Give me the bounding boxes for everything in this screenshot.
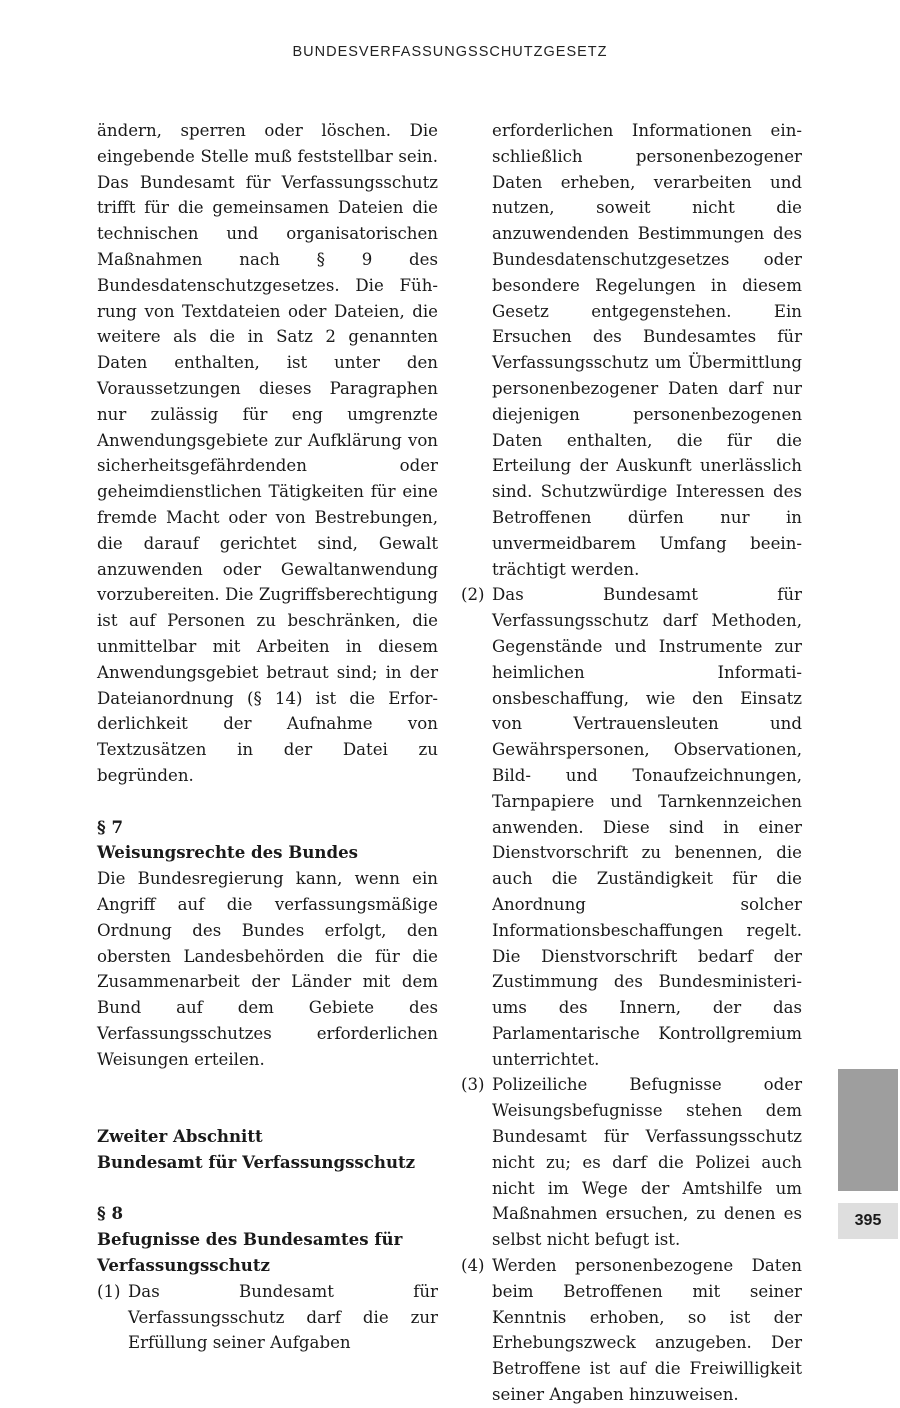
page-number: 395	[838, 1203, 898, 1239]
paragraph-continuation: ändern, sperren oder löschen. Die eingebende Stelle muß feststellbar sein. Das Bundesamt für Verfassungsschutz trifft für die gemeinsamen Dateien die technischen und organisatorischen Maßnahmen nach § 9 des Bundesdatenschutzgesetzes. Die Führung von Textdateien oder Dateien, die weitere als die in Satz 2 genannten Daten enthalten, ist unter den Voraussetzungen dieses Paragraphen nur zulässig für eng umgrenzte Anwendungsgebiete zur Aufklärung von sicherheitsgefährdenden oder geheimdienstlichen Tätigkeiten für eine fremde Macht oder von Bestrebungen, die darauf gerichtet sind, Gewalt anzuwenden oder Gewaltanwendung vorzubereiten. Die Zugriffsberechtigung ist auf Personen zu beschränken, die unmittelbar mit Arbeiten in diesem Anwendungsgebiet betraut sind; in der Dateianordnung (§ 14) ist die Erforderlichkeit der Aufnahme von Textzusätzen in der Datei zu begründen.	[97, 121, 438, 785]
section-8-paragraph-1	[97, 1279, 438, 1356]
paragraph-text: Das Bundesamt für Verfassungsschutz darf die zur Erfüllung seiner Aufgaben	[128, 1281, 438, 1353]
section-8-paragraph-4	[461, 1253, 802, 1408]
chapter-tab-marker	[838, 1069, 898, 1191]
paragraph-number: (2)	[461, 585, 485, 605]
section-7-text: Die Bundesregierung kann, wenn ein Angriff auf die verfassungsmäßige Ordnung des Bundes erfolgt, den obersten Landesbehörden die für die Zusammenarbeit der Länder mit dem Bund auf dem Gebiete des Verfassungsschutzes erforderlichen Weisungen erteilen.	[97, 869, 438, 1069]
part-label: Zweiter Abschnitt	[97, 1126, 263, 1147]
section-8-title: Befugnisse des Bundesamtes für Verfassungsschutz	[97, 1229, 403, 1276]
running-header: BUNDESVERFASSUNGSSCHUTZGESETZ	[292, 44, 608, 60]
paragraph-number: (1)	[97, 1281, 121, 1301]
paragraph-text: Das Bundesamt für Verfassungsschutz darf Methoden, Gegenstände und Instrumente zur heimlichen Informationsbeschaffung, wie den Einsatz von Vertrauensleuten und Gewährspersonen, Observationen, Bild- und Tonaufzeichnungen, Tarnpapiere und Tarnkennzeichen anwenden. Diese sind in einer Dienstvorschrift zu benennen, die auch die Zuständigkeit für die Anordnung solcher Informationsbeschaffungen regelt. Die Dienstvorschrift bedarf der Zustimmung des Bundesministeriums des Innern, der das Parlamentarische Kontrollgremium unterrichtet.	[492, 585, 802, 1069]
section-8-paragraph-1-continued: erforderlichen Informationen einschließlich personenbezogener Daten erheben, verarbeiten und nutzen, soweit nicht die anzuwendenden Bestimmungen des Bundesdatenschutzgesetzes oder besondere Regelungen in diesem Gesetz entgegenstehen. Ein Ersuchen des Bundesamtes für Verfassungsschutz um Übermittlung personenbezogener Daten darf nur diejenigen personenbezogenen Daten enthalten, die für die Erteilung der Auskunft unerlässlich sind. Schutzwürdige Interessen des Betroffenen dürfen nur in unvermeidbarem Umfang beeinträchtigt werden.	[492, 121, 802, 579]
right-column	[461, 118, 802, 1408]
section-8-paragraph-3	[461, 1072, 802, 1253]
left-column	[97, 118, 438, 1356]
section-7-title: Weisungsrechte des Bundes	[97, 842, 358, 863]
paragraph-number: (3)	[461, 1075, 485, 1095]
paragraph-number: (4)	[461, 1256, 485, 1276]
section-7-number: § 7	[97, 816, 124, 837]
part-title: Bundesamt für Verfassungsschutz	[97, 1151, 416, 1172]
section-8-paragraph-2	[461, 582, 802, 1072]
paragraph-text: Polizeiliche Befugnisse oder Weisungsbefugnisse stehen dem Bundesamt für Verfassungsschutz nicht zu; es darf die Polizei auch nicht im Wege der Amtshilfe um Maßnahmen ersuchen, zu denen es selbst nicht befugt ist.	[492, 1075, 802, 1250]
section-8-number: § 8	[97, 1203, 124, 1224]
paragraph-text: Werden personenbezogene Daten beim Betroffenen mit seiner Kenntnis erhoben, so ist der Erhebungszweck anzugeben. Der Betroffene ist auf die Freiwilligkeit seiner Angaben hinzuweisen.	[492, 1256, 802, 1405]
